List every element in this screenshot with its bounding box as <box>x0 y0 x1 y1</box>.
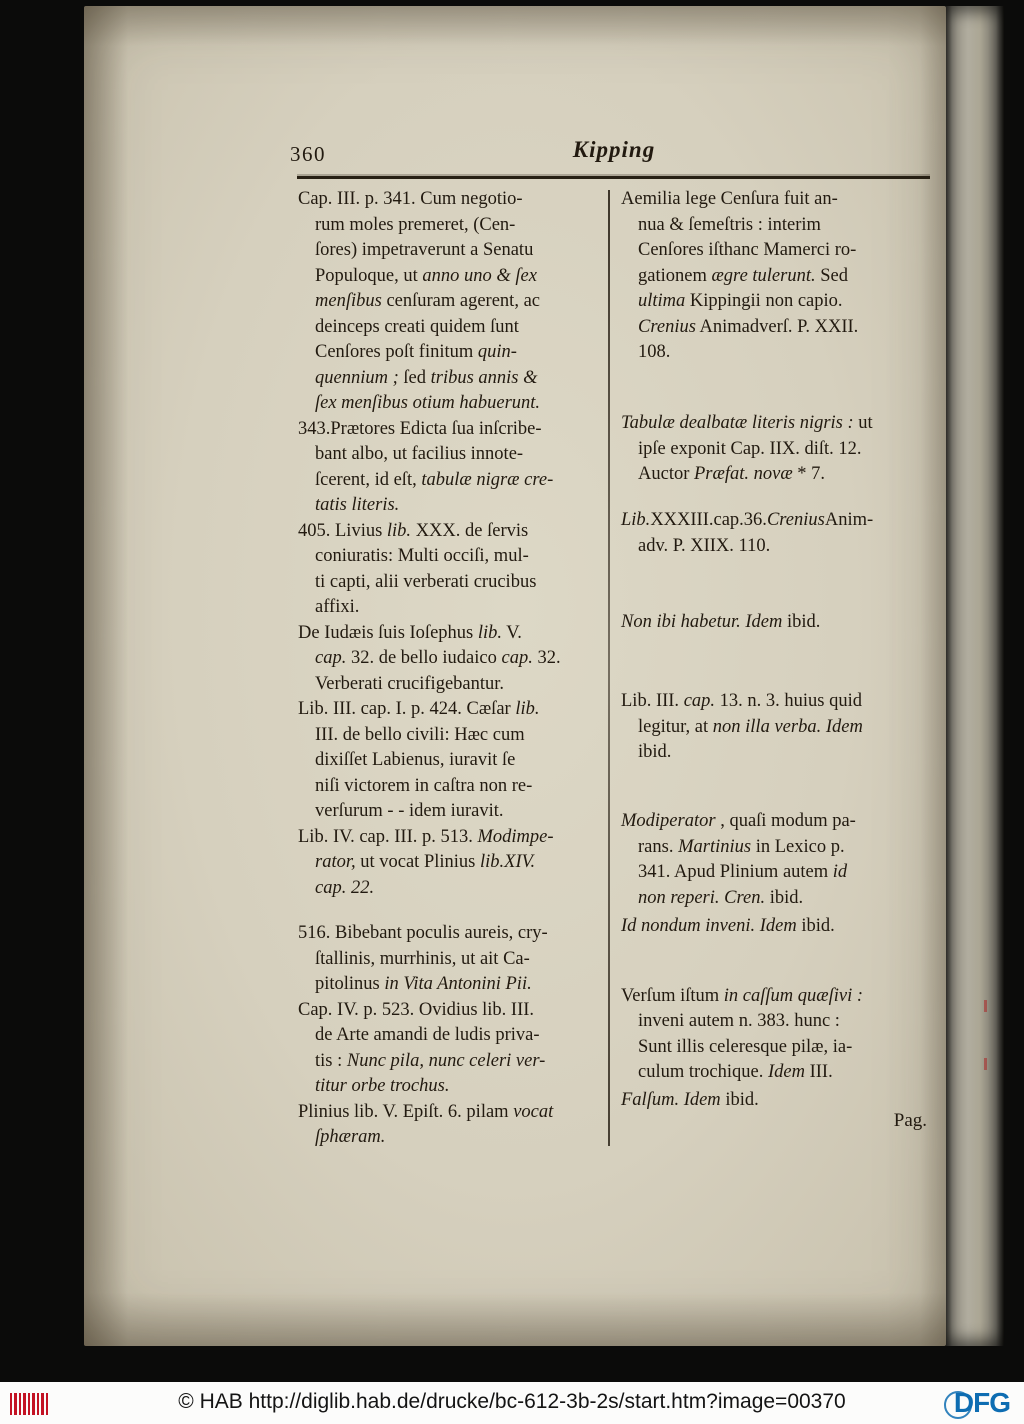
italic-text-segment: in Vita Antonini Pii. <box>384 974 532 995</box>
italic-text-segment: ægre tulerunt. <box>711 265 816 286</box>
text-line <box>315 544 604 570</box>
text-line <box>315 876 604 902</box>
index-entry <box>298 825 604 902</box>
text-line <box>315 672 604 698</box>
index-entry <box>298 1100 604 1151</box>
text-line <box>298 921 604 947</box>
index-entry <box>621 610 933 636</box>
italic-text-segment: Lib. <box>621 510 651 531</box>
text-segment: nua & ſemeſtris : interim <box>638 214 821 235</box>
text-segment: III. <box>804 1062 833 1083</box>
italic-text-segment: menſibus <box>315 291 382 311</box>
italic-text-segment: non illa verba. Idem <box>712 716 863 737</box>
text-segment: 13. n. 3. huius quid <box>715 691 863 712</box>
text-line <box>638 1060 933 1086</box>
text-segment: 32. de bello iudaico <box>346 648 502 668</box>
text-line <box>638 1009 933 1035</box>
text-line <box>315 468 604 494</box>
text-segment: Cap. III. p. 341. Cum negotio- <box>298 189 523 209</box>
text-line <box>315 213 604 239</box>
text-line <box>638 835 933 861</box>
text-line <box>638 1035 933 1061</box>
index-entry <box>298 187 604 417</box>
text-segment: legitur, at <box>638 716 713 737</box>
text-segment: 32. <box>532 648 561 668</box>
text-line <box>298 621 604 647</box>
italic-text-segment: ſphæram. <box>315 1127 386 1148</box>
text-line <box>315 1023 604 1049</box>
text-segment: ſed <box>398 367 431 388</box>
italic-text-segment: Idem <box>767 1062 805 1083</box>
dfg-logo: DFG <box>944 1387 1010 1419</box>
text-line <box>638 315 933 341</box>
italic-text-segment: Id nondum inveni. Idem <box>621 915 797 936</box>
text-segment: bant albo, ut facilius innote- <box>315 444 524 464</box>
index-entry <box>621 689 933 766</box>
text-segment: ibid. <box>796 915 835 936</box>
index-entry <box>298 621 604 698</box>
italic-text-segment: cap. <box>683 691 716 712</box>
italic-text-segment: Falſum. Idem <box>621 1090 721 1111</box>
text-line <box>621 809 933 835</box>
running-header: Kipping <box>572 137 656 162</box>
text-line <box>315 340 604 366</box>
text-segment: ut <box>853 413 873 434</box>
text-segment: XXXIII.cap.36. <box>650 510 767 531</box>
italic-text-segment: Tabulæ dealbatæ literis nigris : <box>621 413 854 434</box>
text-segment: Verberati crucifigebantur. <box>315 673 505 694</box>
text-segment: III. de bello civili: Hæc cum <box>315 724 525 745</box>
text-segment: 343.Prætores Edicta ſua inſcribe- <box>298 418 542 439</box>
italic-text-segment: rator, <box>315 852 356 872</box>
text-segment: ibid. <box>720 1090 759 1111</box>
text-segment: 108. <box>638 342 671 362</box>
text-line <box>315 493 604 519</box>
text-segment: Populoque, ut <box>315 265 423 286</box>
text-line <box>621 187 933 213</box>
text-line <box>638 264 933 290</box>
text-segment: Cenſores poſt finitum <box>315 342 478 362</box>
text-line <box>638 740 933 766</box>
text-segment: inveni autem n. 383. hunc : <box>638 1011 840 1032</box>
text-segment: ipſe exponit Cap. IIX. diſt. 12. <box>638 438 862 459</box>
index-entry <box>621 508 933 559</box>
index-entry <box>621 984 933 1086</box>
text-segment: ſtallinis, murrhinis, ut ait Ca- <box>315 948 530 969</box>
text-line <box>315 315 604 341</box>
page-number: 360 <box>290 142 326 166</box>
text-segment: tis : <box>315 1050 347 1071</box>
italic-text-segment: Crenius <box>638 316 696 337</box>
fore-edge-red-mark <box>984 1058 987 1070</box>
text-segment: 341. Apud Plinium autem <box>638 862 833 883</box>
index-entry <box>621 411 933 488</box>
text-segment: XXX. de ſervis <box>411 520 529 541</box>
text-segment: Sunt illis celeresque pilæ, ia- <box>638 1036 853 1057</box>
text-line <box>638 238 933 264</box>
text-line <box>298 825 604 851</box>
index-entry <box>621 809 933 911</box>
italic-text-segment: tribus annis & <box>430 367 538 388</box>
text-segment: de Arte amandi de ludis priva- <box>315 1025 540 1046</box>
header-rule <box>297 176 930 179</box>
italic-text-segment: tatis literis. <box>315 495 400 515</box>
index-entry <box>298 921 604 998</box>
index-entry <box>621 914 933 940</box>
text-line <box>621 610 933 636</box>
text-line <box>315 1074 604 1100</box>
text-segment: Lib. III. cap. I. p. 424. Cæſar <box>298 699 516 719</box>
text-segment: ſores) impetraverunt a Senatu <box>315 240 534 260</box>
text-line <box>621 914 933 940</box>
text-segment: verſurum - - idem iuravit. <box>315 801 504 821</box>
text-segment: Kippingii non capio. <box>685 291 843 311</box>
italic-text-segment: cap. <box>315 648 347 668</box>
text-segment: ti capti, alii verberati crucibus <box>315 571 537 592</box>
italic-text-segment: ultima <box>638 291 686 311</box>
text-line <box>298 998 604 1024</box>
text-line <box>315 850 604 876</box>
text-segment: ut vocat Plinius <box>355 852 480 872</box>
italic-text-segment: Crenius <box>766 510 825 531</box>
italic-text-segment: quin- <box>477 342 517 362</box>
viewer-footer <box>0 1382 1024 1424</box>
text-segment: rans. <box>638 836 679 857</box>
text-line <box>315 972 604 998</box>
text-line <box>315 595 604 621</box>
left-column <box>298 187 604 1151</box>
text-segment: Sed <box>815 265 848 286</box>
italic-text-segment: Martinius <box>678 836 752 857</box>
index-entry <box>298 417 604 519</box>
column-divider-rule <box>608 190 610 1146</box>
text-segment: affixi. <box>315 597 360 617</box>
italic-text-segment: lib. <box>386 520 412 541</box>
text-line <box>638 437 933 463</box>
italic-text-segment: lib. <box>515 699 540 719</box>
text-segment: De Iudæis ſuis Ioſephus <box>298 622 478 643</box>
italic-text-segment: cap. <box>501 648 533 668</box>
text-segment: gationem <box>638 265 712 286</box>
italic-text-segment: lib. <box>477 622 503 643</box>
text-segment: deinceps creati quidem ſunt <box>315 316 519 337</box>
text-segment: dixiſſet Labienus, iuravit ſe <box>315 750 516 770</box>
text-line <box>315 289 604 315</box>
text-line <box>638 860 933 886</box>
text-segment: ibid. <box>782 612 821 633</box>
text-segment: Animadverſ. P. XXII. <box>695 316 859 337</box>
text-segment: Lib. III. <box>621 691 684 712</box>
text-segment: Verſum iſtum <box>621 985 724 1006</box>
text-line <box>315 947 604 973</box>
text-line <box>298 187 604 213</box>
text-segment: ſcerent, id eſt, <box>315 469 422 490</box>
right-column <box>621 187 933 1114</box>
text-line <box>638 715 933 741</box>
text-segment: ibid. <box>638 742 672 763</box>
fore-edge-red-mark <box>984 1000 987 1012</box>
text-segment: in Lexico p. <box>751 836 845 857</box>
text-line <box>638 289 933 315</box>
text-segment: , quaſi modum pa- <box>715 811 856 832</box>
text-line <box>638 340 933 366</box>
text-line <box>638 886 933 912</box>
text-line <box>298 1100 604 1126</box>
text-segment: * 7. <box>792 464 826 485</box>
index-entry <box>298 998 604 1100</box>
text-line <box>315 646 604 672</box>
text-line <box>315 774 604 800</box>
text-line <box>315 1049 604 1075</box>
text-line <box>315 264 604 290</box>
text-line <box>315 570 604 596</box>
text-segment: culum trochique. <box>638 1062 768 1083</box>
text-segment: coniuratis: Multi occiſi, mul- <box>315 546 529 566</box>
text-line <box>638 213 933 239</box>
text-segment: Anim- <box>824 510 874 531</box>
index-entry <box>621 187 933 366</box>
text-segment: 405. Livius <box>298 520 387 541</box>
italic-text-segment: Præfat. novæ <box>694 464 793 485</box>
italic-text-segment: anno uno & ſex <box>422 265 537 286</box>
index-entry <box>298 519 604 621</box>
italic-text-segment: Modiperator <box>621 811 716 832</box>
text-line <box>638 462 933 488</box>
italic-text-segment: quennium ; <box>315 367 399 388</box>
italic-text-segment: Nunc pila, nunc celeri ver- <box>346 1050 546 1071</box>
text-segment: Auctor <box>638 464 694 485</box>
text-segment: niſi victorem in caſtra non re- <box>315 775 533 796</box>
text-line <box>315 366 604 392</box>
text-line <box>315 442 604 468</box>
catchword: Pag. <box>893 1110 927 1131</box>
text-segment: ibid. <box>765 887 804 908</box>
italic-text-segment: Modimpe- <box>477 826 554 847</box>
italic-text-segment: vocat <box>513 1101 554 1122</box>
italic-text-segment: titur orbe trochus. <box>315 1076 450 1097</box>
italic-text-segment: id <box>832 862 848 883</box>
text-line <box>298 697 604 723</box>
italic-text-segment: in caſſum quæſivi : <box>723 985 864 1006</box>
text-line <box>621 984 933 1010</box>
text-segment: Plinius lib. V. Epiſt. 6. pilam <box>298 1101 514 1122</box>
text-line <box>298 519 604 545</box>
text-segment: 516. Bibebant poculis aureis, cry- <box>298 923 548 944</box>
italic-text-segment: tabulæ nigræ cre- <box>421 469 554 490</box>
italic-text-segment: non reperi. Cren. <box>638 887 766 908</box>
text-segment: Lib. IV. cap. III. p. 513. <box>298 826 478 847</box>
italic-text-segment: lib.XIV. <box>480 852 536 872</box>
italic-text-segment: ſex menſibus otium habuerunt. <box>315 393 541 413</box>
book-fore-edge <box>946 6 1004 1346</box>
book-page-scan <box>84 6 946 1346</box>
text-line <box>315 748 604 774</box>
text-line <box>315 238 604 264</box>
index-entry <box>298 697 604 825</box>
text-segment: V. <box>502 622 522 643</box>
text-segment: rum moles premeret, (Cen- <box>315 214 516 235</box>
text-segment: Cap. IV. p. 523. Ovidius lib. III. <box>298 999 535 1020</box>
text-line <box>638 534 933 560</box>
text-segment: cenſuram agerent, ac <box>381 291 540 311</box>
text-line <box>298 417 604 443</box>
text-line <box>621 508 933 534</box>
text-segment: pitolinus <box>315 974 385 995</box>
text-line <box>315 1125 604 1151</box>
text-line <box>315 723 604 749</box>
text-line <box>315 799 604 825</box>
text-segment: Aemilia lege Cenſura fuit an- <box>621 189 838 209</box>
italic-text-segment: cap. 22. <box>315 877 375 898</box>
text-segment: adv. P. XIIX. 110. <box>638 535 771 556</box>
italic-text-segment: Non ibi habetur. Idem <box>621 612 783 633</box>
text-line <box>621 411 933 437</box>
footer-attribution: © HAB http://diglib.hab.de/drucke/bc-612-3b-2s/start.htm?image=00370 <box>178 1390 846 1413</box>
text-line <box>315 391 604 417</box>
text-line <box>621 689 933 715</box>
text-segment: Cenſores iſthanc Mamerci ro- <box>638 240 857 260</box>
